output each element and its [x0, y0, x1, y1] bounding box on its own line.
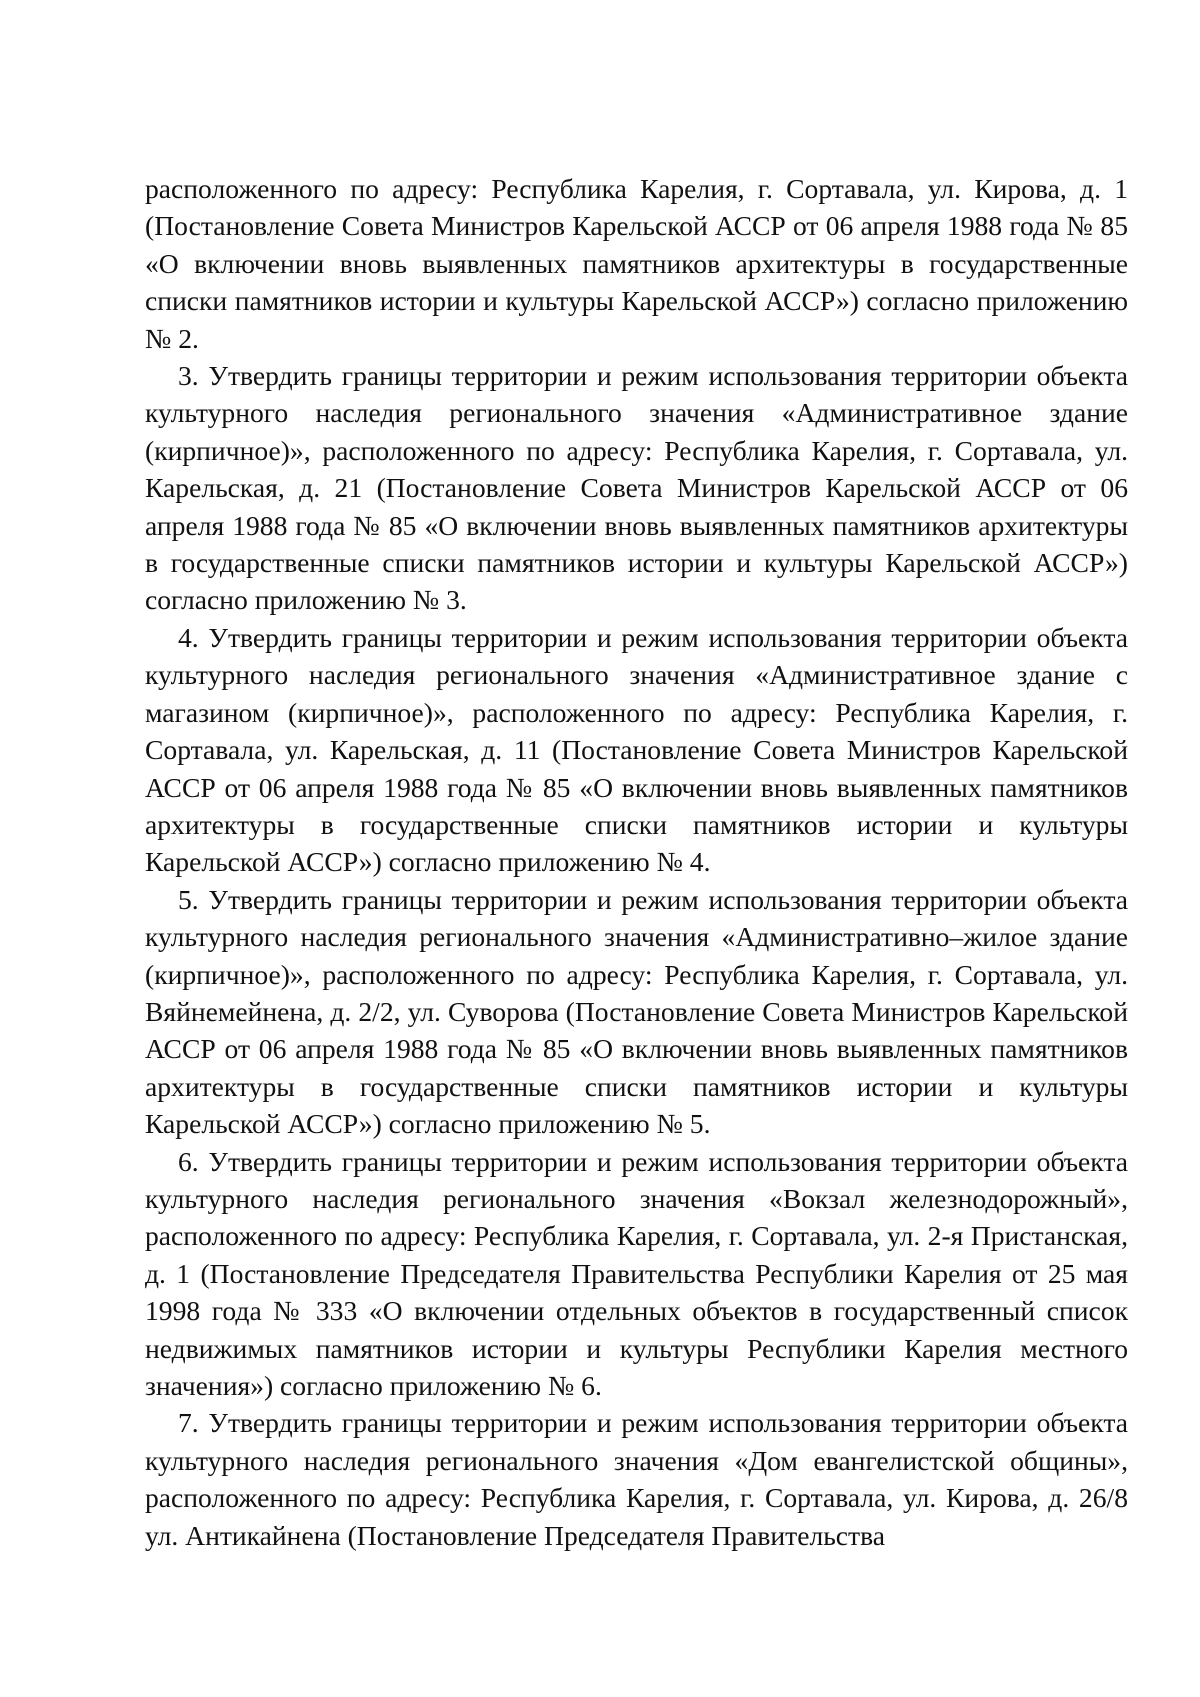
document-page [145, 170, 1128, 1554]
paragraph-item-3: 3. Утвердить границы территории и режим использования территории объекта культурного наследия регионального значения «Административное здание (кирпичное)», расположенного по адресу: Республика Карелия, г. Сортавала, ул. Карельская, д. 21 (Постановление Совета Министров Карельской АССР от 06 апреля 1988 года № 85 «О включении вновь выявленных памятников архитектуры в государственные списки памятников истории и культуры Карельской АССР») согласно приложению № 3. [145, 360, 1128, 616]
paragraph-item-5: 5. Утвердить границы территории и режим использования территории объекта культурного наследия регионального значения «Административно–жилое здание (кирпичное)», расположенного по адресу: Республика Карелия, г. Сортавала, ул. Вяйнемейнена, д. 2/2, ул. Суворова (Постановление Совета Министров Карельской АССР от 06 апреля 1988 года № 85 «О включении вновь выявленных памятников архитектуры в государственные списки памятников истории и культуры Карельской АССР») согласно приложению № 5. [145, 883, 1128, 1140]
paragraph-item-6: 6. Утвердить границы территории и режим использования территории объекта культурного наследия регионального значения «Вокзал железнодорожный», расположенного по адресу: Республика Карелия, г. Сортавала, ул. 2-я Пристанская, д. 1 (Постановление Председателя Правительства Республики Карелия от 25 мая 1998 года № 333 «О включении отдельных объектов в государственный список недвижимых памятников истории и культуры Республики Карелия местного значения») согласно приложению № 6. [145, 1145, 1128, 1401]
paragraph-item-4: 4. Утвердить границы территории и режим использования территории объекта культурного наследия регионального значения «Административное здание с магазином (кирпичное)», расположенного по адресу: Республика Карелия, г. Сортавала, ул. Карельская, д. 11 (Постановление Совета Министров Карельской АССР от 06 апреля 1988 года № 85 «О включении вновь выявленных памятников архитектуры в государственные списки памятников истории и культуры Карельской АССР») согласно приложению № 4. [145, 621, 1128, 878]
paragraph-item-7: 7. Утвердить границы территории и режим использования территории объекта культурного наследия регионального значения «Дом евангелистской общины», расположенного по адресу: Республика Карелия, г. Сортавала, ул. Кирова, д. 26/8 ул. Антикайнена (Постановление Председателя Правительства [145, 1407, 1128, 1551]
paragraph-continuation: расположенного по адресу: Республика Карелия, г. Сортавала, ул. Кирова, д. 1 (Постановление Совета Министров Карельской АССР от 06 апреля 1988 года № 85 «О включении вновь выявленных памятников архитектуры в государственные списки памятников истории и культуры Карельской АССР») согласно приложению № 2. [145, 173, 1128, 354]
